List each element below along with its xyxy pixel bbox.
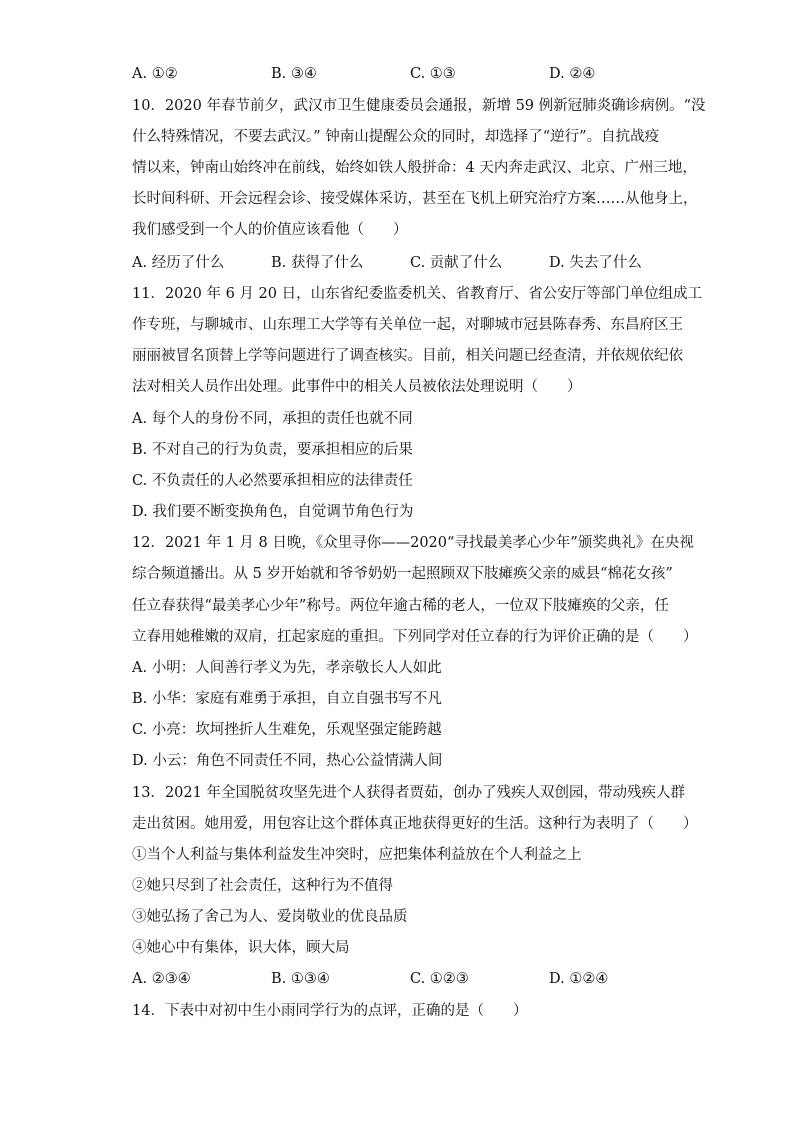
- q11-option-b: B. 不对自己的行为负责，要承担相应的后果: [132, 442, 413, 458]
- q12-option-b: B. 小华：家庭有难勇于承担，自立自强书写不凡: [132, 691, 442, 707]
- q10-option-b: B. 获得了什么: [271, 255, 364, 271]
- q9-option-b: B. ③④: [271, 66, 317, 82]
- q11-option-a: A. 每个人的身份不同，承担的责任也就不同: [132, 411, 413, 427]
- q13-statement-2: ②她只尽到了社会责任，这种行为不值得: [132, 878, 393, 894]
- q11-option-c: C. 不负责任的人必然要承担相应的法律责任: [132, 473, 413, 489]
- q11-stem-line: 丽丽被冒名顶替上学等问题进行了调查核实。目前，相关问题已经查清，并依规依纪依: [132, 348, 683, 364]
- q11-stem-line: 作专班，与聊城市、山东理工大学等有关单位一起，对聊城市冠县陈春秀、东昌府区王: [132, 317, 683, 333]
- q13-statement-4: ④她心中有集体，识大体，顾大局: [132, 940, 350, 956]
- q12-stem-line: 综合频道播出。从 5 岁开始就和爷爷奶奶一起照顾双下肢瘫痪父亲的威县“棉花女孩”: [132, 566, 673, 582]
- q12-stem-line: 任立春获得“最美孝心少年”称号。两位年逾古稀的老人，一位双下肢瘫痪的父亲，任: [132, 598, 669, 614]
- q12-option-c: C. 小亮：坎坷挫折人生难免，乐观坚强定能跨越: [132, 722, 442, 738]
- q13-statement-3: ③她弘扬了舍己为人、爱岗敬业的优良品质: [132, 909, 408, 925]
- q10-stem-line: 长时间科研、开会远程会诊、接受媒体采访，甚至在飞机上研究治疗方案……从他身上，: [132, 191, 698, 207]
- q13-option-a: A. ②③④: [132, 971, 191, 987]
- q10-options: [132, 253, 672, 273]
- q12-stem-line: 立春用她稚嫩的双肩，扛起家庭的重担。下列同学对任立春的行为评价正确的是（ ）: [132, 629, 698, 645]
- q10-stem-line: 什么特殊情况，不要去武汉。” 钟南山提醒公众的同时，却选择了“逆行”。自抗战疫: [132, 129, 660, 145]
- q13-stem-line: 13．2021 年全国脱贫攻坚先进个人获得者贾茹，创办了残疾人双创园，带动残疾人群: [132, 785, 685, 801]
- q13-options: [132, 969, 672, 989]
- q10-stem-line: 10．2020 年春节前夕，武汉市卫生健康委员会通报，新增 59 例新冠肺炎确诊病例。“没: [132, 98, 706, 114]
- q14-stem-line: 14．下表中对初中生小雨同学行为的点评，正确的是（ ）: [132, 1003, 528, 1019]
- q12-option-a: A. 小明：人间善行孝义为先，孝亲敬长人人如此: [132, 660, 442, 676]
- q9-option-d: D. ②④: [549, 66, 596, 82]
- q10-option-d: D. 失去了什么: [549, 255, 642, 271]
- q13-option-c: C. ①②③: [410, 971, 469, 987]
- q11-option-d: D. 我们要不断变换角色，自觉调节角色行为: [132, 504, 414, 520]
- q13-statement-1: ①当个人利益与集体利益发生冲突时，应把集体利益放在个人利益之上: [132, 847, 582, 863]
- q13-option-d: D. ①②④: [549, 971, 609, 987]
- q9-option-a: A. ①②: [132, 66, 178, 82]
- q12-option-d: D. 小云：角色不同责任不同，热心公益情满人间: [132, 753, 443, 769]
- q10-stem-line: 情以来，钟南山始终冲在前线，始终如铁人般拼命：4 天内奔走武汉、北京、广州三地，: [132, 160, 697, 176]
- q9-options: [132, 64, 672, 84]
- q10-option-c: C. 贡献了什么: [410, 255, 503, 271]
- q13-stem-line: 走出贫困。她用爱，用包容让这个群体真正地获得更好的生活。这种行为表明了（ ）: [132, 816, 698, 832]
- q11-stem-line: 法对相关人员作出处理。此事件中的相关人员被依法处理说明（ ）: [132, 379, 582, 395]
- q13-option-b: B. ①③④: [271, 971, 330, 987]
- q10-stem-line: 我们感受到一个人的价值应该看他（ ）: [132, 222, 408, 238]
- q11-stem-line: 11．2020 年 6 月 20 日，山东省纪委监委机关、省教育厅、省公安厅等部门单位组成工: [132, 286, 703, 302]
- q10-option-a: A. 经历了什么: [132, 255, 225, 271]
- q9-option-c: C. ①③: [410, 66, 456, 82]
- q12-stem-line: 12．2021 年 1 月 8 日晚，《众里寻你——2020“寻找最美孝心少年”颁奖典礼》在央视: [132, 535, 694, 551]
